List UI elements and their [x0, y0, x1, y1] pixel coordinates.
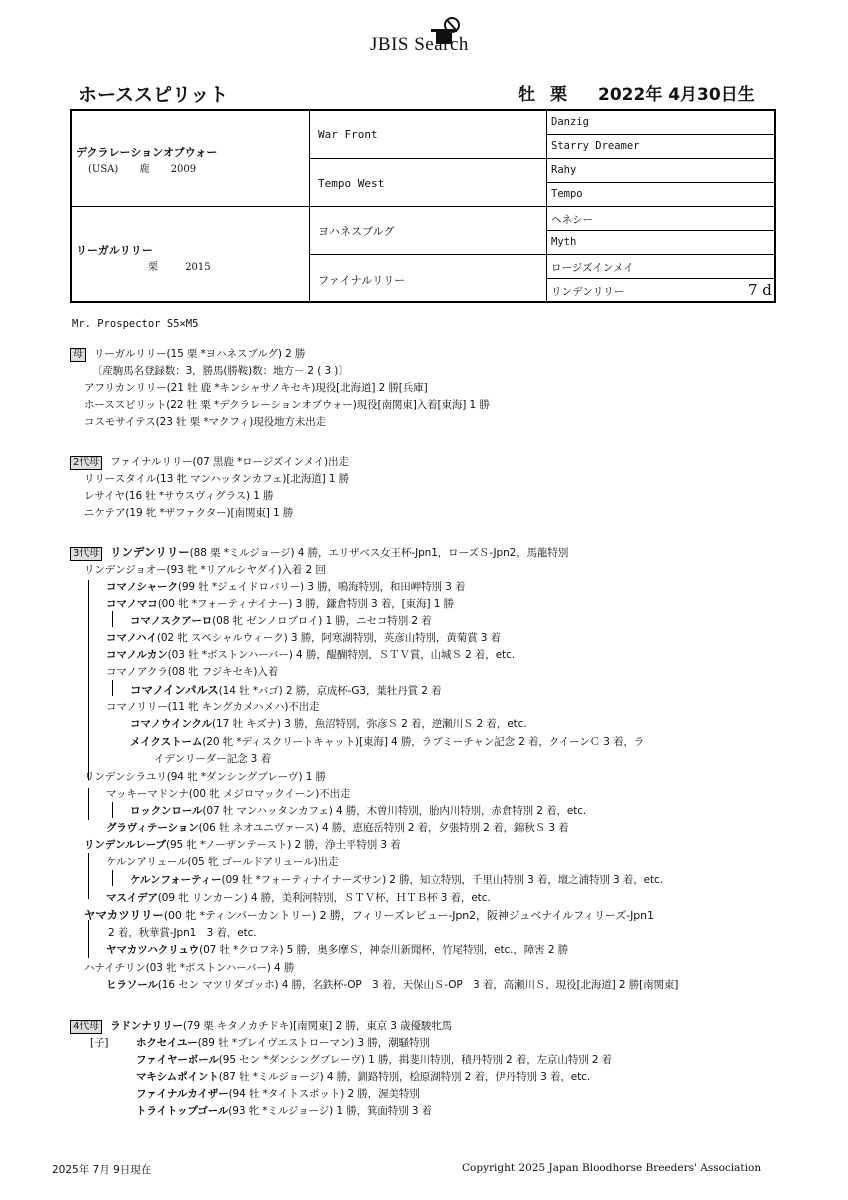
horse-record: (17 牡 キズナ) 3 勝，魚沼特別，弥彦Ｓ 2 着，逆瀬川Ｓ 2 着，etc. — [212, 718, 527, 730]
horse-name-bold: ヤマカツハクリュウ — [106, 944, 200, 956]
list-item — [130, 734, 644, 749]
list-item — [136, 1052, 612, 1067]
gen4-record: (79 栗 キタノカチドキ)[南関東] 2 勝，東京 3 歳優駿牝馬 — [182, 1020, 453, 1032]
gen3-name: リンデンリリー — [110, 545, 190, 559]
list-item — [106, 647, 515, 662]
horse-record: (09 牝 リンカーン) 4 勝，美利河特別，ＳＴＶ杯，ＨＴＢ杯 3 着，etc. — [157, 892, 491, 904]
inbreeding-cross: Mr. Prospector S5×M5 — [72, 318, 199, 330]
dam-dam: ファイナルリリー — [318, 274, 406, 287]
dam-name: リーガルリリー — [76, 244, 153, 257]
tree-connector — [88, 920, 89, 958]
horse-name-bold: コマノマコ — [106, 598, 158, 610]
horse-name-bold: コマノハイ — [106, 632, 157, 644]
horse-record: (07 牡 *クロフネ) 5 勝，奥多摩Ｓ，神奈川新聞杯，竹尾特別，etc.，障害 2 勝 — [199, 944, 569, 956]
list-item: ホーススピリット(22 牡 栗 *デクラレーションオブウォー)現役[南関東]入着[東海] 1 勝 — [84, 399, 490, 411]
horse-record: (95 牝 *ノーザンテースト) 2 勝，浄土平特別 3 着 — [165, 839, 401, 851]
gen2-line — [70, 454, 349, 470]
list-item — [106, 630, 501, 645]
dam-produce-stats: 〔産駒馬名登録数：3，勝馬(勝鞍)数：地方－ 2 ( 3 )〕 — [92, 365, 349, 377]
sire-origin: (USA) — [88, 164, 119, 175]
list-item — [84, 837, 401, 852]
horse-name-bold: リンデンルレーブ — [84, 839, 166, 851]
list-item — [84, 907, 654, 923]
ped-dds: ロージズインメイ — [551, 262, 634, 274]
sire-year: 2009 — [170, 164, 197, 175]
horse-record: (00 牝 *ティンバーカントリー) 2 勝，フィリーズレビュー-Jpn2，阪神ジュベナイルフィリーズ-Jpn1 — [163, 909, 654, 922]
horse-name-bold: グラヴィテーション — [106, 822, 199, 834]
list-item — [130, 716, 527, 731]
copyright: Copyright 2025 Japan Bloodhorse Breeders' Association — [462, 1162, 762, 1174]
horse-record: (07 牡 マンハッタンカフェ) 4 勝，木曽川特別，胎内川特別，赤倉特別 2 着，etc. — [202, 805, 587, 817]
horse-name-bold: ヒラソール — [106, 979, 158, 991]
ped-dsd: Myth — [551, 236, 577, 248]
horse-name: ホーススピリット — [78, 84, 229, 106]
horse-name-bold: トライトップゴール — [136, 1105, 229, 1117]
sire-coat: 鹿 — [139, 164, 150, 175]
horse-record: (89 牡 *ブレイヴエストローマン) 3 勝，潮騒特別 — [197, 1037, 430, 1049]
horse-record: (16 セン マツリダゴッホ) 4 勝，名鉄杯-OP 3 着，天保山Ｓ-OP 3 着，高瀬川Ｓ，現役[北海道] 2 勝[南関東] — [157, 979, 679, 991]
horse-record: (95 セン *ダンシングブレーヴ) 1 勝，揖斐川特別，積丹特別 2 着，左京山特別 2 着 — [218, 1054, 613, 1066]
family-number: 7 d — [748, 281, 772, 299]
gen4-tag: 4代母 — [70, 1020, 102, 1034]
list-item: コスモサイテス(23 牡 栗 *マクフィ)現役地方未出走 — [84, 416, 327, 428]
ped-dss: ヘネシー — [551, 214, 593, 226]
list-item — [130, 682, 441, 698]
horse-record: (87 牡 *ミルジョージ) 4 勝，釧路特別，桧原湖特別 2 着，伊丹特別 3 着，etc. — [218, 1071, 591, 1083]
gen2-summary: ファイナルリリー(07 黒鹿 *ロージズインメイ)出走 — [110, 456, 349, 468]
ped-sss: Danzig — [551, 116, 589, 128]
jbis-logo — [370, 8, 500, 58]
gen3-line — [70, 544, 568, 561]
list-item — [130, 613, 432, 628]
sire-name: デクラレーションオブウォー — [76, 146, 218, 159]
gen3-record: (88 栗 *ミルジョージ) 4 勝，エリザベス女王杯-Jpn1，ローズＳ-Jpn2，馬龍特別 — [189, 547, 569, 559]
horse-name-bold: ホクセイユー — [136, 1037, 198, 1049]
horse-name-bold: コマノスクアーロ — [130, 615, 213, 627]
list-item-continued: 2 着，秋華賞-Jpn1 3 着，etc. — [108, 927, 257, 939]
sire-info — [76, 160, 217, 175]
sire-sire: War Front — [318, 128, 378, 141]
horse-record: (94 牡 *タイトスポット) 2 勝，渥美特別 — [228, 1088, 420, 1100]
ped-sds: Rahy — [551, 164, 577, 176]
dam-summary: リーガルリリー(15 栗 *ヨハネスブルグ) 2 勝 — [93, 348, 306, 360]
horse-record: (02 牝 スペシャルウィーク) 3 勝，阿寒湖特別，英彦山特別，黄菊賞 3 着 — [156, 632, 501, 644]
horse-record: (99 牡 *ジェイドロバリー) 3 勝，鳴海特別，和田岬特別 3 着 — [177, 581, 466, 593]
list-item — [106, 579, 465, 594]
dam-cell — [76, 242, 211, 273]
list-item — [136, 1035, 430, 1050]
list-item: アフリカンリリー(21 牡 鹿 *キンシャサノキセキ)現役[北海道] 2 勝[兵庫] — [84, 382, 428, 394]
horse-name-bold: ロックンロール — [130, 805, 203, 817]
horse-coat: 栗 — [550, 85, 567, 105]
list-item — [136, 1069, 590, 1084]
list-item: コマノリリー(11 牝 キングカメハメハ)不出走 — [106, 701, 320, 713]
tree-connector — [112, 680, 113, 696]
as-of-date: 2025年 7月 9日現在 — [52, 1164, 152, 1176]
tree-connector — [88, 853, 89, 899]
horse-record: (00 牝 *フォーティナイナー) 3 勝，鎌倉特別 3 着，[東海] 1 勝 — [157, 598, 454, 610]
list-item: リリースタイル(13 牝 マンハッタンカフェ)[北海道] 1 勝 — [84, 473, 350, 485]
dam-coat: 栗 — [148, 262, 158, 273]
ped-ssd: Starry Dreamer — [551, 140, 640, 152]
horse-record: (93 牝 *ミルジョージ) 1 勝，箕面特別 3 着 — [228, 1105, 433, 1117]
gen4-name: ラドンナリリー — [110, 1020, 183, 1032]
horse-record: (14 牡 *バゴ) 2 勝，京成杯-G3，葉牡丹賞 2 着 — [218, 685, 442, 697]
dam-tag: 母 — [70, 348, 86, 362]
list-item — [130, 803, 586, 818]
logo-text: JBIS Search — [370, 34, 469, 55]
tree-connector — [112, 870, 113, 886]
sire-dam: Tempo West — [318, 177, 385, 190]
tree-connector — [112, 802, 113, 818]
list-item — [130, 872, 663, 887]
ped-ddd: リンデンリリー — [551, 286, 625, 298]
list-item — [136, 1086, 420, 1101]
list-item: ケルンアリュール(05 牝 ゴールドアリュール)出走 — [106, 856, 339, 868]
tree-connector — [88, 580, 89, 780]
list-item: リンデンジョオー(93 牝 *リアルシヤダイ)入着 2 回 — [84, 564, 326, 576]
list-item-continued: イデンリーダー記念 3 着 — [154, 753, 271, 765]
child-label: [子] — [90, 1037, 109, 1049]
horse-name-bold: マスイデア — [106, 892, 158, 904]
list-item — [106, 596, 454, 611]
tree-connector — [88, 788, 89, 820]
horse-name-bold: コマノウインクル — [130, 718, 213, 730]
list-item — [106, 890, 491, 905]
list-item — [106, 942, 568, 957]
list-item — [136, 1103, 432, 1118]
list-item: コマノアクラ(08 牝 フジキセキ)入着 — [106, 666, 279, 678]
dam-info — [76, 258, 211, 273]
horse-name-bold: コマノシャーク — [106, 581, 178, 593]
list-item — [106, 977, 678, 992]
list-item: レサイヤ(16 牡 *サウスヴィグラス) 1 勝 — [84, 490, 274, 502]
horse-name-bold: メイクストーム — [130, 736, 203, 748]
horse-name-bold: コマノインパルス — [130, 683, 219, 697]
horse-sex: 牡 — [518, 85, 535, 105]
gen4-line — [70, 1018, 452, 1034]
horse-record: (09 牡 *フォーティナイナーズサン) 2 勝，知立特別，千里山特別 3 着，壇之浦特別 3 着，etc. — [221, 874, 663, 886]
tree-connector — [112, 611, 113, 627]
dam-year: 2015 — [185, 262, 211, 273]
horse-record: (20 牝 *ディスクリートキャット)[東海] 4 勝，ラブミーチャン記念 2 着，クイーンＣ 3 着，ラ — [202, 736, 645, 748]
horse-name-bold: コマノルカン — [106, 649, 168, 661]
horse-birth-date: 2022年 4月30日生 — [598, 85, 755, 105]
horse-name-bold: マキシムポイント — [136, 1071, 219, 1083]
list-item: ニケテア(19 牝 *ザファクター)[南関東] 1 勝 — [84, 507, 294, 519]
list-item — [106, 820, 569, 835]
horse-name-bold: ヤマカツリリー — [84, 908, 164, 922]
horse-name-bold: ファイナルカイザー — [136, 1088, 229, 1100]
horse-name-bold: ケルンフォーティー — [130, 874, 222, 886]
sire-cell — [76, 144, 217, 175]
horse-record: (03 牡 *ボストンハーバー) 4 勝，醍醐特別，ＳＴＶ賞，山城Ｓ 2 着，etc. — [167, 649, 515, 661]
horse-name-bold: ファイヤーボール — [136, 1054, 219, 1066]
gen2-tag: 2代母 — [70, 456, 102, 470]
ped-sdd: Tempo — [551, 188, 583, 200]
gen3-tag: 3代母 — [70, 547, 102, 561]
pedigree-table — [70, 109, 776, 303]
horse-record: (06 牡 ネオユニヴァース) 4 勝，恵庭岳特別 2 着，夕張特別 2 着，錦秋Ｓ 3 着 — [198, 822, 569, 834]
horse-record: (08 牝 ゼンノロブロイ) 1 勝，ニセコ特別 2 着 — [212, 615, 432, 627]
dam-line — [70, 346, 305, 362]
list-item: マッキーマドンナ(00 牝 メジロマックイーン)不出走 — [106, 788, 351, 800]
list-item: リンデンシラユリ(94 牝 *ダンシングブレーヴ) 1 勝 — [84, 771, 326, 783]
list-item: ハナイチリン(03 牝 *ボストンハーバー) 4 勝 — [84, 962, 295, 974]
dam-sire: ヨハネスブルグ — [318, 225, 395, 238]
